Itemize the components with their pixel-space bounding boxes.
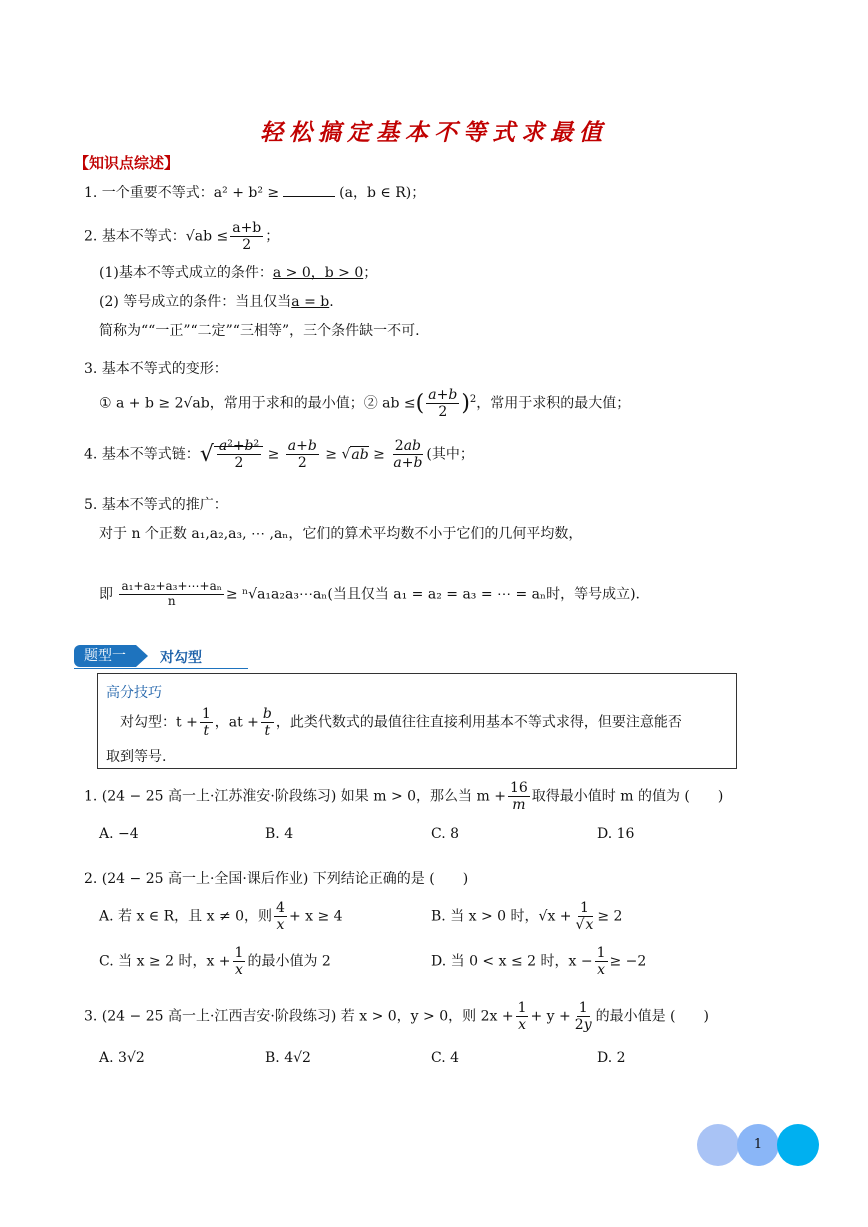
item-2-note: 简称为““一正”“二定”“三相等”，三个条件缺一不可. (99, 323, 420, 339)
banner-arrow-icon (136, 645, 148, 667)
q1-option-c[interactable]: C. 8 (431, 826, 460, 842)
question-2: 2. (24 − 25 高一上·全国·课后作业) 下列结论正确的是 ( ) (84, 871, 469, 887)
fraction: $\frac{a+b}{2}$ (232, 220, 262, 254)
equality-underlined: a = b (291, 294, 330, 310)
item-1-text: 1. 一个重要不等式：a² + b² ≥ (84, 185, 280, 201)
item-5-line2: 即 $\frac{\text{a₁+a₂+a₃+⋯+aₙ}}{n}$ ≥ ⁿ√a₁a₂a₃⋯aₙ(当且仅当 a₁ = a₂ = a₃ = ⋯ = aₙ时，等号成立). (99, 579, 640, 608)
page-title: 轻松搞定基本不等式求最值 (260, 119, 608, 146)
item-2-sub1: (1)基本不等式成立的条件：a > 0，b > 0； (99, 265, 378, 281)
item-2-text: 2. 基本不等式：√ab ≤ (84, 228, 229, 245)
page-indicator (697, 1124, 821, 1166)
item-1 (84, 182, 425, 202)
item-5-line1: 对于 n 个正数 a₁,a₂,a₃, ⋯ ,aₙ，它们的算术平均数不小于它们的几何平均数， (99, 526, 583, 542)
q1-option-b[interactable]: B. 4 (265, 826, 294, 842)
q3-option-b[interactable]: B. 4√2 (265, 1050, 311, 1066)
question-3: 3. (24 − 25 高一上·江西吉安·阶段练习) 若 x > 0，y > 0，则 2x + $\frac{1}{x}$ + y + $\frac{1}{2y}$ 的最小值是 ( ) (84, 1000, 709, 1034)
q1-option-d[interactable]: D. 16 (597, 826, 635, 842)
q2-option-d[interactable]: D. 当 0 < x ≤ 2 时，x − $\frac{1}{x}$ ≥ −2 (431, 945, 647, 979)
question-1: 1. (24 − 25 高一上·江苏淮安·阶段练习) 如果 m > 0，那么当 m + $\frac{16}{m}$ 取得最小值时 m 的值为 ( ) (84, 780, 724, 814)
condition-underlined: a > 0，b > 0 (272, 265, 364, 281)
banner-rule (74, 668, 248, 669)
circle-decoration (777, 1124, 819, 1166)
item-3-body: ① a + b ≥ 2√ab，常用于求和的最小值；② ab ≤( $\frac{a+b}{2}$ )$^2$，常用于求积的最大值； (99, 387, 631, 421)
q3-option-d[interactable]: D. 2 (597, 1050, 626, 1066)
circle-decoration (697, 1124, 739, 1166)
q2-option-b[interactable]: B. 当 x > 0 时，√x + $\frac{1}{√x}$ ≥ 2 (431, 900, 623, 934)
tip-title: 高分技巧 (106, 685, 162, 701)
item-2-sub2: (2) 等号成立的条件：当且仅当a = b. (99, 294, 334, 310)
section-header: 【知识点综述】 (74, 154, 180, 172)
q1-option-a[interactable]: A. −4 (99, 826, 139, 842)
item-5-head: 5. 基本不等式的推广： (84, 497, 228, 513)
q2-option-a[interactable]: A. 若 x ∈ R，且 x ≠ 0，则 $\frac{4}{x}$ + x ≥ 4 (99, 900, 343, 934)
item-2: 2. 基本不等式：√ab ≤ $\frac{a+b}{2}$ ； (84, 220, 280, 254)
item-3-head: 3. 基本不等式的变形： (84, 361, 228, 377)
item-1-suffix: (a，b ∈ R)； (339, 185, 426, 201)
type-tab: 题型一 (74, 645, 136, 667)
type-name: 对勾型 (160, 650, 202, 666)
answer-blank (283, 196, 335, 197)
question-type-banner (74, 645, 248, 669)
tip-line-1: 对勾型：t + $\frac{1}{t}$ ，at + $\frac{b}{t}$ ，此类代数式的最值往往直接利用基本不等式求得，但要注意能否 (120, 706, 682, 740)
page-number: 1 (737, 1124, 779, 1166)
tip-box (97, 673, 737, 769)
q3-option-c[interactable]: C. 4 (431, 1050, 460, 1066)
q2-option-c[interactable]: C. 当 x ≥ 2 时，x + $\frac{1}{x}$ 的最小值为 2 (99, 945, 331, 979)
q3-option-a[interactable]: A. 3√2 (99, 1050, 145, 1066)
item-4: 4. 基本不等式链：√ $\frac{\text{a²+b²}}{2}$ ≥ $\frac{a+b}{2}$ ≥ √ab ≥ $\frac{2ab}{a+b}$ (其中； (84, 438, 474, 472)
tip-line-2: 取到等号. (106, 749, 167, 765)
